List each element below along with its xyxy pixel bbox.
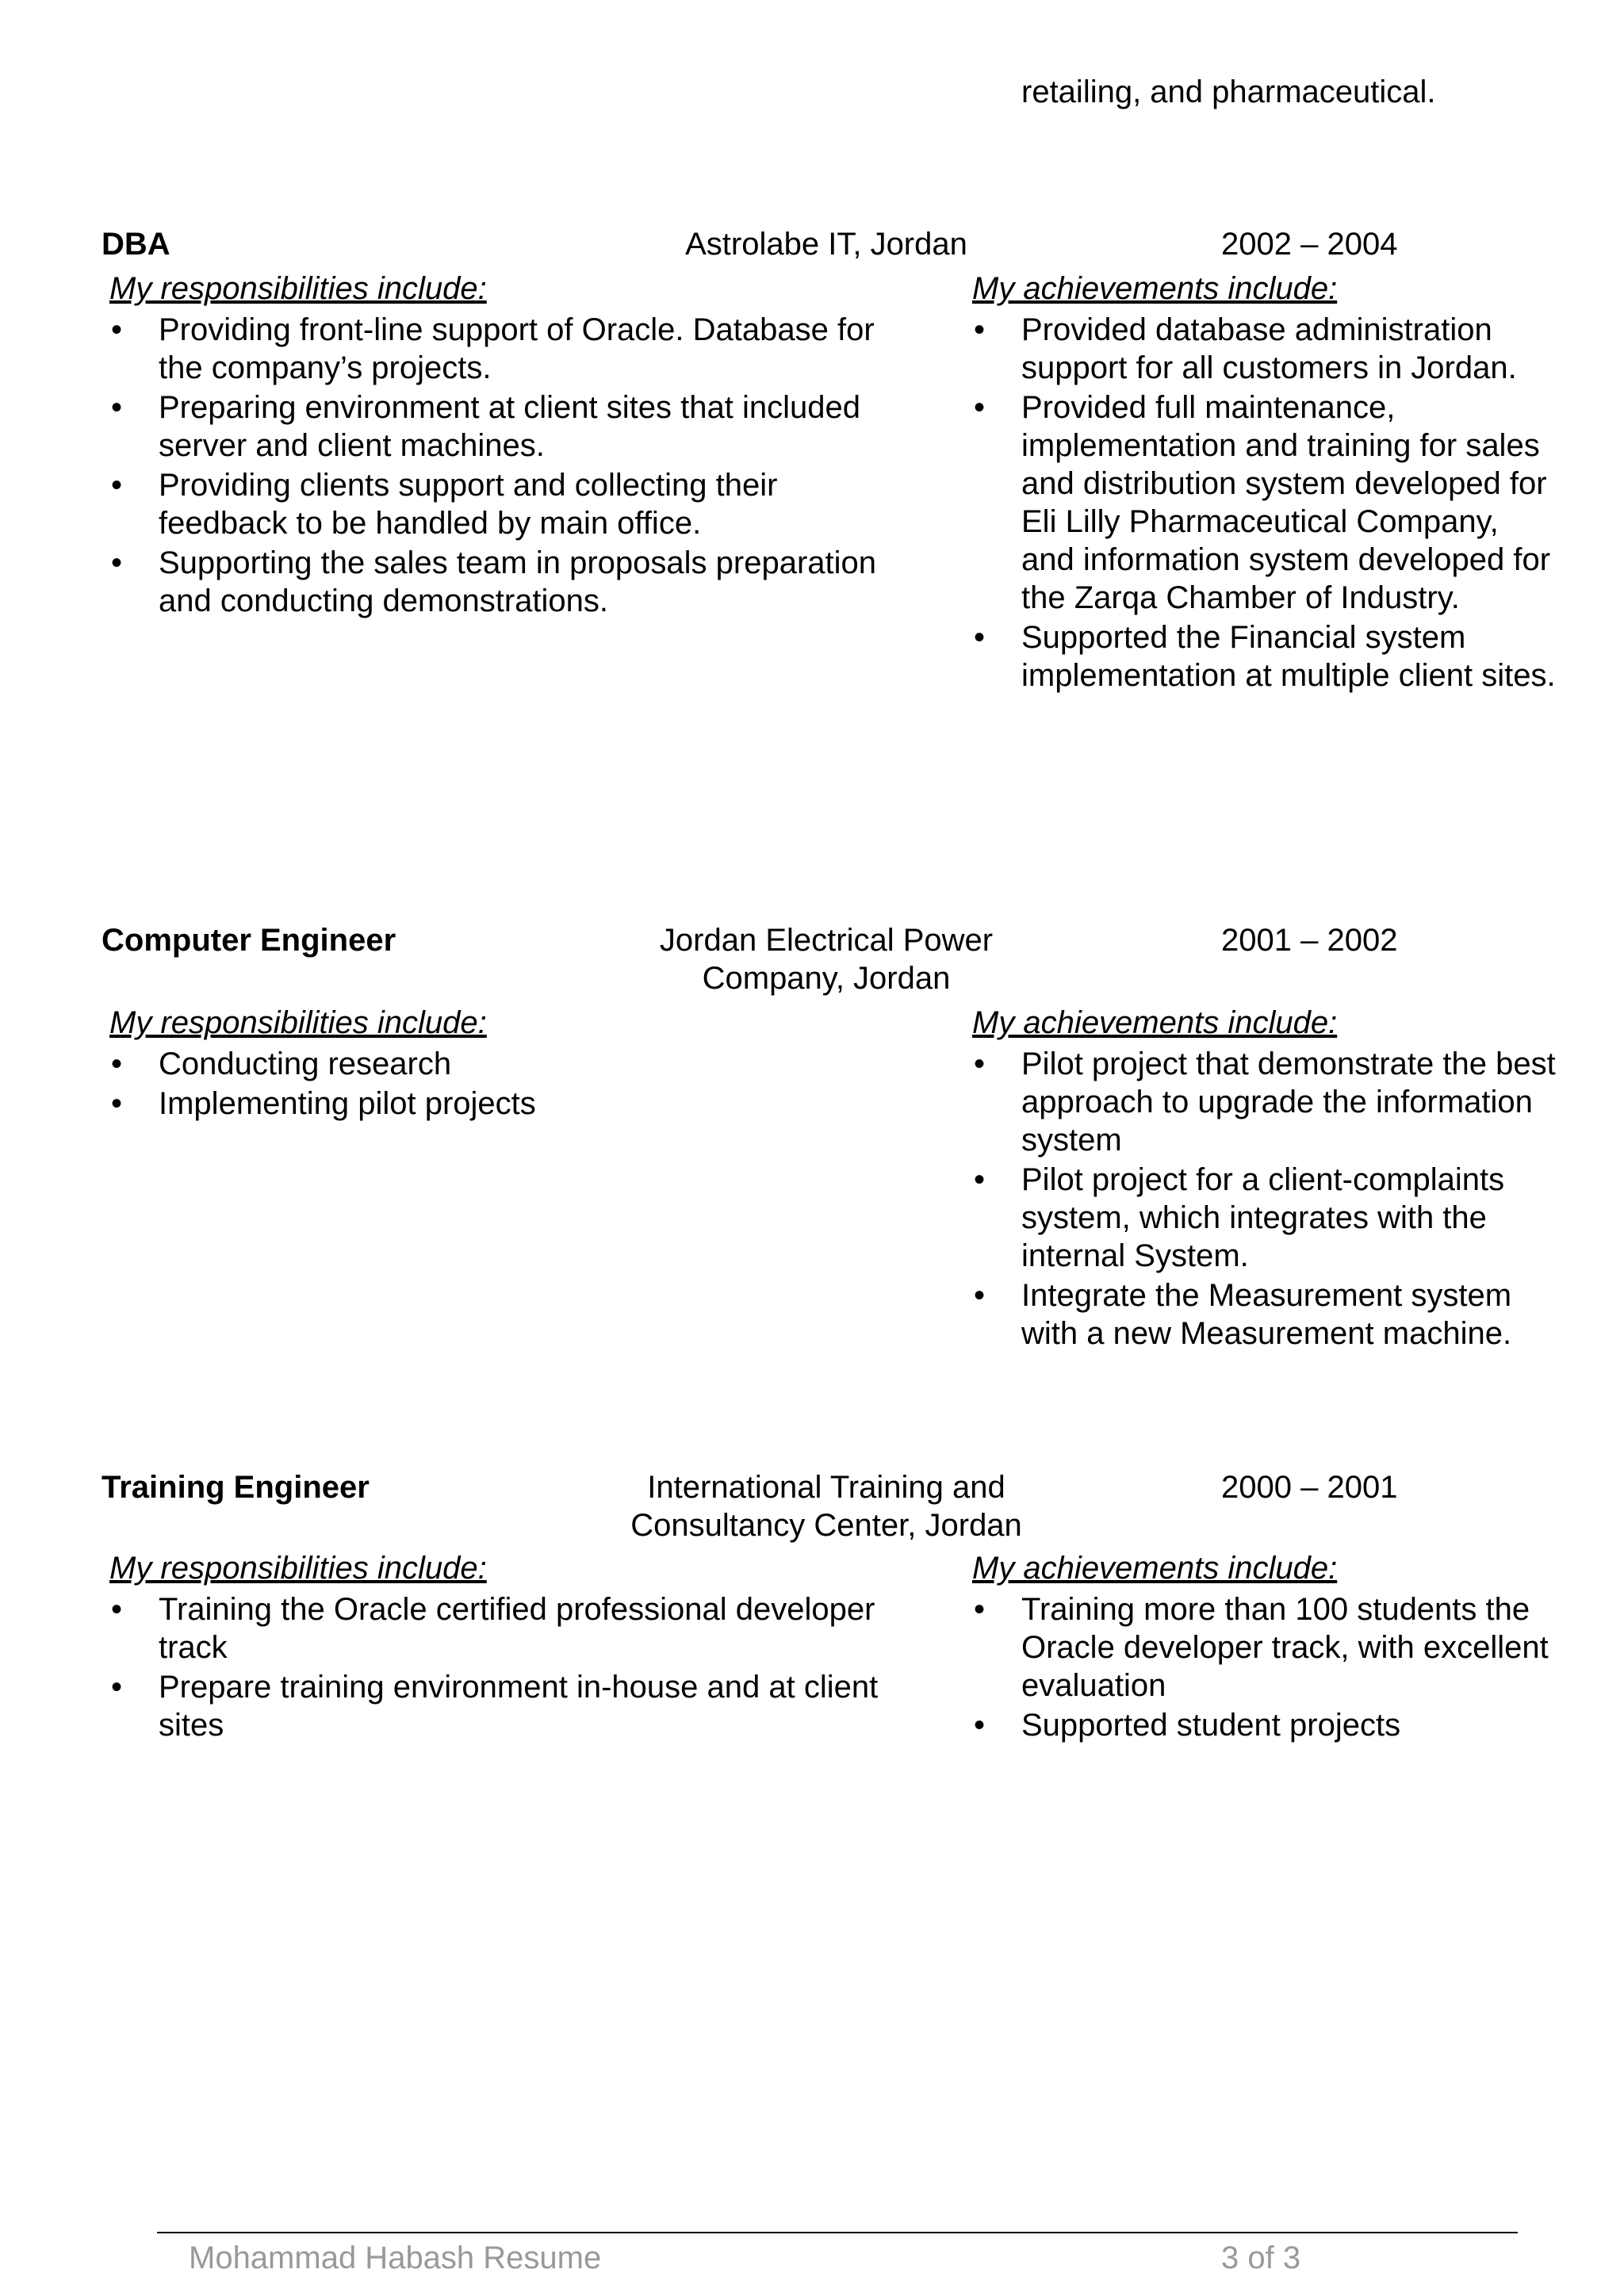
list-item: • Preparing environment at client sites that included server and client machines. [109,388,910,465]
list-item: • Implementing pilot projects [109,1085,910,1123]
list-item: • Supporting the sales team in proposals preparation and conducting demonstrations. [109,544,910,620]
list-item: • Supported the Financial system implementation at multiple client sites. [972,618,1559,695]
footer-divider [157,2232,1518,2233]
job-company: Astrolabe IT, Jordan [685,227,967,262]
responsibilities-heading: My responsibilities include: [109,1551,487,1586]
list-item: • Integrate the Measurement system with a new Measurement machine. [972,1276,1559,1353]
list-item: • Prepare training environment in-house and at client sites [109,1668,910,1744]
achievements-list [972,1043,1559,1353]
list-item: • Providing clients support and collecting their feedback to be handled by main office. [109,466,910,542]
job-company: International Training and Consultancy Center, Jordan [630,1470,1022,1543]
responsibilities-heading: My responsibilities include: [109,1005,487,1040]
list-item: • Provided full maintenance, implementation and training for sales and distribution system developed for Eli Lilly Pharmaceutical Company, and information system developed for the Zarqa Chamber of Industry. [972,388,1559,617]
footer-resume-name: Mohammad Habash Resume [189,2241,602,2275]
achievements-list [972,1589,1559,1744]
footer-page-number: 3 of 3 [1221,2241,1301,2275]
responsibilities-list [109,1589,910,1744]
job-dates: 2002 – 2004 [1221,227,1398,262]
list-item: • Pilot project for a client-complaints system, which integrates with the internal System. [972,1161,1559,1275]
achievements-heading: My achievements include: [972,1005,1338,1040]
job-company: Jordan Electrical Power Company, Jordan [659,923,994,996]
list-item: • Pilot project that demonstrate the best approach to upgrade the information system [972,1045,1559,1159]
responsibilities-heading: My responsibilities include: [109,271,487,306]
list-item: • Training more than 100 students the Oracle developer track, with excellent evaluation [972,1590,1559,1705]
responsibilities-list [109,1043,910,1123]
achievements-heading: My achievements include: [972,1551,1338,1586]
responsibilities-list [109,309,910,620]
achievements-list [972,309,1559,695]
job-dates: 2001 – 2002 [1221,923,1398,958]
job-title: Training Engineer [102,1470,370,1505]
job-title: Computer Engineer [102,923,396,958]
carryover-text: retailing, and pharmaceutical. [1021,75,1436,109]
achievements-heading: My achievements include: [972,271,1338,306]
list-item: • Provided database administration support for all customers in Jordan. [972,311,1559,387]
job-dates: 2000 – 2001 [1221,1470,1398,1505]
list-item: • Conducting research [109,1045,910,1083]
list-item: • Supported student projects [972,1706,1559,1744]
list-item: • Providing front-line support of Oracle. Database for the company’s projects. [109,311,910,387]
job-title: DBA [102,227,170,262]
list-item: • Training the Oracle certified professional developer track [109,1590,910,1667]
